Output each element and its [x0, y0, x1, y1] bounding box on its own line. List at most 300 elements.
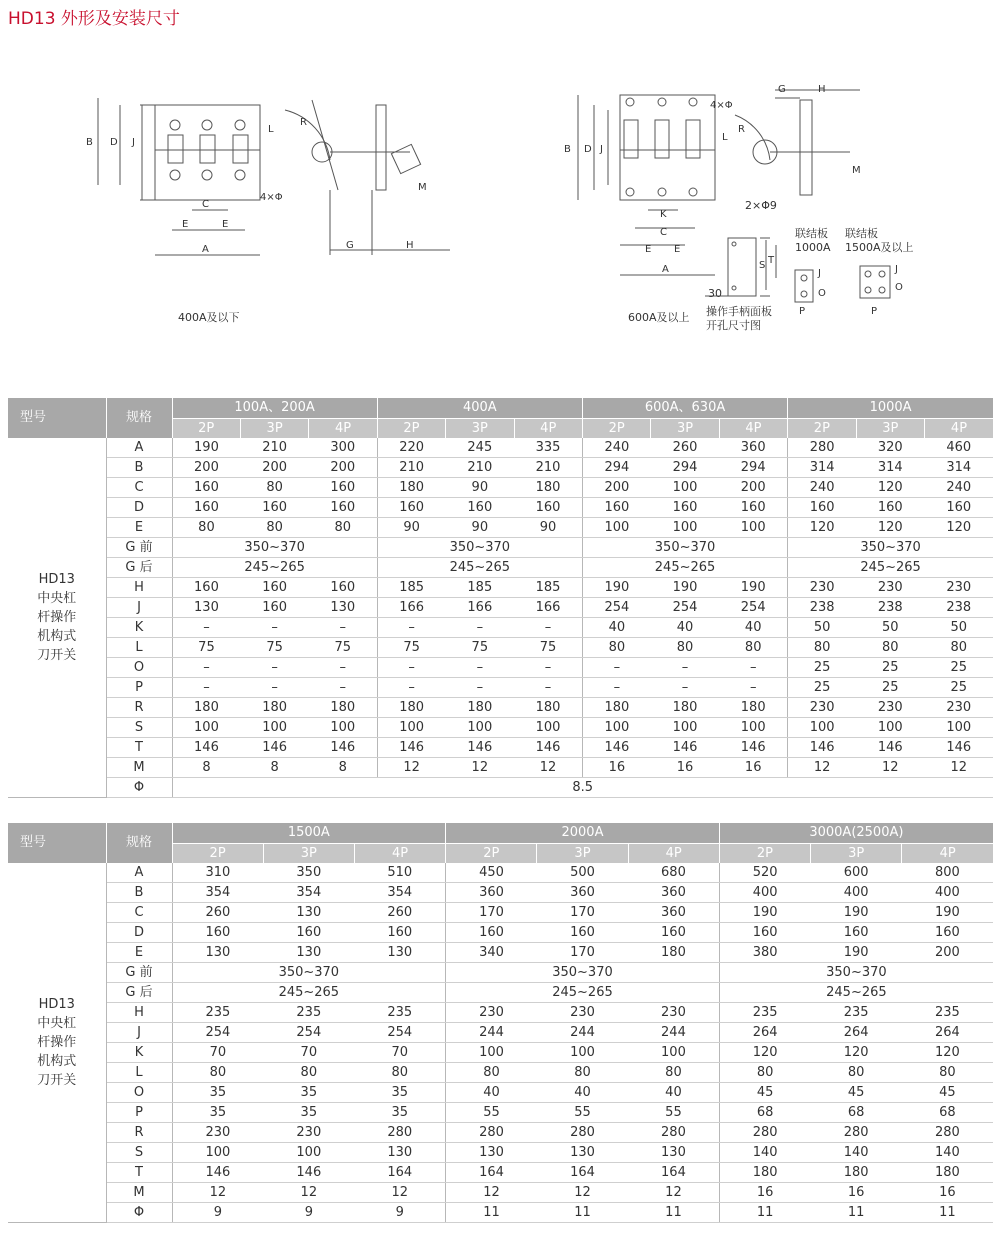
spec-table-2 — [8, 823, 993, 1223]
table-cell: 160 — [651, 498, 719, 518]
table-cell: 146 — [263, 1163, 354, 1183]
dim-30: 30 — [708, 287, 722, 300]
panel-caption-line1: 操作手柄面板 — [706, 305, 772, 318]
table-cell: 55 — [446, 1103, 537, 1123]
table-cell: 160 — [240, 578, 308, 598]
table-cell: 70 — [263, 1043, 354, 1063]
group-header: 2000A — [446, 823, 720, 843]
table-cell: 200 — [582, 478, 650, 498]
table-row — [8, 578, 993, 598]
table-cell: 12 — [446, 1183, 537, 1203]
model-name-line: 杆操作 — [37, 1035, 77, 1050]
table-cell: – — [309, 658, 377, 678]
table-cell: 130 — [172, 943, 263, 963]
table-cell: 100 — [582, 518, 650, 538]
pole-header: 3P — [811, 843, 902, 863]
table-row — [8, 678, 993, 698]
table-cell: 160 — [309, 478, 377, 498]
table-cell: 45 — [719, 1083, 810, 1103]
table-cell: 400 — [811, 883, 902, 903]
table-cell: 50 — [788, 618, 856, 638]
table-row — [8, 1043, 993, 1063]
svg-text:L: L — [722, 132, 728, 143]
table-cell: 164 — [537, 1163, 628, 1183]
table-cell: 140 — [811, 1143, 902, 1163]
svg-text:E: E — [674, 244, 681, 255]
table-cell: 244 — [446, 1023, 537, 1043]
table-cell: 12 — [172, 1183, 263, 1203]
table-cell-grouped: 245~265 — [172, 558, 377, 578]
model-name-line: 刀开关 — [37, 648, 77, 663]
table-cell: 210 — [377, 458, 445, 478]
pole-header: 4P — [719, 418, 787, 438]
table-cell: 314 — [856, 458, 924, 478]
drawing-600a-caption: 600A及以上 — [628, 311, 690, 324]
table-cell: 100 — [651, 518, 719, 538]
table-cell: 254 — [172, 1023, 263, 1043]
table-cell: 75 — [514, 638, 582, 658]
pole-header: 4P — [628, 843, 719, 863]
table-cell: 12 — [628, 1183, 719, 1203]
table-cell-grouped: 350~370 — [582, 538, 787, 558]
row-label: Φ — [106, 1203, 172, 1223]
table-cell: 180 — [240, 698, 308, 718]
table-cell: 160 — [628, 923, 719, 943]
pole-header: 3P — [651, 418, 719, 438]
svg-text:H: H — [818, 84, 826, 95]
row-label: G 前 — [106, 538, 172, 558]
table-cell: 12 — [856, 758, 924, 778]
table-cell: 16 — [651, 758, 719, 778]
table-cell: 140 — [902, 1143, 993, 1163]
table-cell: 320 — [856, 438, 924, 458]
table-row — [8, 598, 993, 618]
spec-table-1-body — [8, 438, 993, 798]
table-cell: 100 — [446, 1043, 537, 1063]
table-cell: 160 — [263, 923, 354, 943]
table-cell: 25 — [924, 678, 993, 698]
table-row — [8, 538, 993, 558]
table-cell: 350 — [263, 863, 354, 883]
row-label: B — [106, 458, 172, 478]
table-cell: 160 — [537, 923, 628, 943]
table-cell: 230 — [628, 1003, 719, 1023]
table-cell: 100 — [309, 718, 377, 738]
table-cell: 190 — [172, 438, 240, 458]
svg-text:4×Φ: 4×Φ — [710, 100, 733, 111]
table-cell: 130 — [309, 598, 377, 618]
model-name-line: 机构式 — [37, 1054, 77, 1069]
table-cell: 360 — [719, 438, 787, 458]
table-cell: 100 — [514, 718, 582, 738]
pole-header: 2P — [172, 418, 240, 438]
table-row — [8, 478, 993, 498]
table-cell: 146 — [719, 738, 787, 758]
svg-text:D: D — [110, 137, 118, 148]
row-label: M — [106, 758, 172, 778]
table-cell: 235 — [263, 1003, 354, 1023]
table-cell: – — [377, 658, 445, 678]
table-cell: 240 — [582, 438, 650, 458]
table-row — [8, 558, 993, 578]
table-cell: 146 — [924, 738, 993, 758]
table-cell: 80 — [902, 1063, 993, 1083]
table-cell: 230 — [924, 698, 993, 718]
table-cell-grouped: 245~265 — [582, 558, 787, 578]
table-cell: 25 — [856, 658, 924, 678]
table-cell: 70 — [172, 1043, 263, 1063]
pole-header: 4P — [514, 418, 582, 438]
table-cell: 160 — [811, 923, 902, 943]
table-cell: 120 — [856, 478, 924, 498]
table-cell: 800 — [902, 863, 993, 883]
svg-text:E: E — [645, 244, 652, 255]
table-cell: 180 — [719, 698, 787, 718]
row-label: O — [106, 1083, 172, 1103]
pole-header: 2P — [377, 418, 445, 438]
row-label: H — [106, 578, 172, 598]
table-cell: 75 — [172, 638, 240, 658]
table-cell: 12 — [537, 1183, 628, 1203]
table-cell-grouped: 350~370 — [788, 538, 993, 558]
table-cell: 180 — [582, 698, 650, 718]
table-cell: 146 — [377, 738, 445, 758]
table-cell: 130 — [446, 1143, 537, 1163]
svg-text:G: G — [778, 84, 786, 95]
table-cell: 70 — [354, 1043, 445, 1063]
model-name-line: 机构式 — [37, 629, 77, 644]
table-cell: – — [446, 618, 514, 638]
row-label: D — [106, 498, 172, 518]
table-cell: 146 — [582, 738, 650, 758]
svg-text:G: G — [346, 240, 354, 251]
svg-text:J: J — [132, 137, 135, 148]
table-cell: 146 — [172, 1163, 263, 1183]
table-cell: – — [240, 618, 308, 638]
table-cell: 25 — [788, 678, 856, 698]
table-cell: 460 — [924, 438, 993, 458]
table-cell: 80 — [537, 1063, 628, 1083]
col-spec-header: 规格 — [106, 823, 172, 863]
table-cell: 40 — [651, 618, 719, 638]
table-cell: 280 — [354, 1123, 445, 1143]
drawing-400a — [80, 80, 460, 265]
table-cell: 80 — [172, 518, 240, 538]
table-cell: 90 — [446, 478, 514, 498]
table-cell: 254 — [651, 598, 719, 618]
svg-text:E: E — [222, 219, 229, 230]
table-cell: – — [309, 678, 377, 698]
table-cell: 80 — [719, 638, 787, 658]
table-cell-grouped: 245~265 — [719, 983, 993, 1003]
table-cell: 120 — [719, 1043, 810, 1063]
table-cell: 200 — [172, 458, 240, 478]
table-cell: 230 — [788, 578, 856, 598]
table-cell: 300 — [309, 438, 377, 458]
table-cell: 50 — [924, 618, 993, 638]
table-cell: 35 — [172, 1103, 263, 1123]
table-cell: 235 — [172, 1003, 263, 1023]
table-cell: 380 — [719, 943, 810, 963]
table-cell: 190 — [582, 578, 650, 598]
table-row — [8, 658, 993, 678]
table-cell: 68 — [902, 1103, 993, 1123]
group-header: 100A、200A — [172, 398, 377, 418]
svg-text:4×Φ: 4×Φ — [260, 192, 283, 203]
table-cell: 75 — [377, 638, 445, 658]
table-cell: 9 — [354, 1203, 445, 1223]
table-cell: 360 — [628, 903, 719, 923]
row-label: S — [106, 718, 172, 738]
table-cell: 12 — [377, 758, 445, 778]
table-cell: 170 — [537, 943, 628, 963]
svg-text:H: H — [406, 240, 414, 251]
group-header: 1000A — [869, 400, 912, 416]
table-row — [8, 1083, 993, 1103]
table-cell: 310 — [172, 863, 263, 883]
table-cell: – — [582, 658, 650, 678]
table-cell: 210 — [446, 458, 514, 478]
model-name-line: 杆操作 — [37, 610, 77, 625]
table-cell-grouped: 350~370 — [172, 538, 377, 558]
table-cell: 16 — [902, 1183, 993, 1203]
table-cell: 35 — [263, 1103, 354, 1123]
table-cell: 294 — [582, 458, 650, 478]
hole-label: 2×Φ9 — [745, 199, 777, 212]
table-cell: 80 — [811, 1063, 902, 1083]
table-row — [8, 518, 993, 538]
table-cell: 80 — [651, 638, 719, 658]
table-row — [8, 1163, 993, 1183]
table-cell: 11 — [719, 1203, 810, 1223]
table-row — [8, 718, 993, 738]
svg-text:B: B — [564, 144, 571, 155]
group-header: 600A、630A — [582, 398, 787, 418]
table-cell: 314 — [924, 458, 993, 478]
row-label: J — [106, 1023, 172, 1043]
row-label: B — [106, 883, 172, 903]
table-row — [8, 923, 993, 943]
table-cell: 200 — [240, 458, 308, 478]
svg-text:M: M — [418, 182, 427, 193]
table-row — [8, 498, 993, 518]
model-name-line: HD13 — [38, 572, 75, 587]
table-cell: – — [377, 618, 445, 638]
table-cell: 120 — [856, 518, 924, 538]
table-cell: 146 — [172, 738, 240, 758]
table-cell: 11 — [811, 1203, 902, 1223]
spec-table-2-body — [8, 863, 993, 1223]
svg-text:D: D — [584, 144, 592, 155]
table-row — [8, 738, 993, 758]
row-label: A — [106, 863, 172, 883]
table-cell: 80 — [446, 1063, 537, 1083]
col-model-header: 型号 — [8, 823, 106, 863]
table-cell-grouped: 350~370 — [446, 963, 720, 983]
page-title: HD13 外形及安装尺寸 — [8, 9, 180, 29]
table-cell: – — [172, 678, 240, 698]
table-cell: 240 — [924, 478, 993, 498]
table-cell: 160 — [719, 923, 810, 943]
row-label: P — [106, 1103, 172, 1123]
row-label: G 前 — [106, 963, 172, 983]
table-cell: 130 — [263, 943, 354, 963]
table-cell: 238 — [788, 598, 856, 618]
table-cell: 264 — [719, 1023, 810, 1043]
table-cell: 8 — [240, 758, 308, 778]
row-label: A — [106, 438, 172, 458]
table-cell: 354 — [354, 883, 445, 903]
table-cell: 160 — [354, 923, 445, 943]
table-cell: 254 — [719, 598, 787, 618]
link-plate-1000-line1: 联结板 — [795, 227, 828, 240]
table-cell: 146 — [856, 738, 924, 758]
link-plate-1500-line1: 联结板 — [845, 227, 878, 240]
table-cell: 160 — [446, 923, 537, 943]
col-model-header: 型号 — [8, 398, 106, 438]
link-plate-1000-label — [795, 227, 831, 255]
table-cell: 190 — [719, 578, 787, 598]
row-label: L — [106, 1063, 172, 1083]
table-cell: 25 — [856, 678, 924, 698]
table-cell: 294 — [719, 458, 787, 478]
model-name-line: 中央杠 — [37, 591, 77, 606]
pole-header: 2P — [582, 418, 650, 438]
table-cell: 146 — [309, 738, 377, 758]
table-cell: 210 — [240, 438, 308, 458]
table-cell: 100 — [628, 1043, 719, 1063]
table-cell: – — [582, 678, 650, 698]
table-cell: 12 — [924, 758, 993, 778]
table-row — [8, 618, 993, 638]
table-cell: 11 — [628, 1203, 719, 1223]
model-name-line: 刀开关 — [37, 1073, 77, 1088]
table-cell: 166 — [377, 598, 445, 618]
table-cell: 235 — [902, 1003, 993, 1023]
table-cell: 100 — [240, 718, 308, 738]
table-cell: 160 — [240, 598, 308, 618]
svg-text:S: S — [759, 260, 766, 271]
table-cell: 8 — [309, 758, 377, 778]
table-cell: 238 — [856, 598, 924, 618]
table-row — [8, 1023, 993, 1043]
svg-text:C: C — [202, 199, 209, 210]
table-cell: 45 — [902, 1083, 993, 1103]
pole-header: 3P — [856, 418, 924, 438]
table-cell: 354 — [263, 883, 354, 903]
table-cell: 240 — [788, 478, 856, 498]
table-cell: 16 — [719, 1183, 810, 1203]
table-cell: 190 — [811, 943, 902, 963]
table-cell: 510 — [354, 863, 445, 883]
svg-text:B: B — [86, 137, 93, 148]
table-cell: 230 — [172, 1123, 263, 1143]
table-cell: 264 — [811, 1023, 902, 1043]
table-cell: 166 — [514, 598, 582, 618]
table-cell: 130 — [354, 1143, 445, 1163]
svg-text:A: A — [662, 264, 669, 275]
row-label: R — [106, 1123, 172, 1143]
spec-table-1 — [8, 398, 993, 798]
table-cell: 450 — [446, 863, 537, 883]
table-cell: 146 — [788, 738, 856, 758]
table-cell: 100 — [651, 718, 719, 738]
table-cell: 8 — [172, 758, 240, 778]
pole-header: 2P — [788, 418, 856, 438]
table-row — [8, 1183, 993, 1203]
row-label: G 后 — [106, 983, 172, 1003]
pole-header: 2P — [446, 843, 537, 863]
table-cell: 280 — [719, 1123, 810, 1143]
table-cell: 254 — [263, 1023, 354, 1043]
table-cell: 238 — [924, 598, 993, 618]
table-cell: – — [172, 658, 240, 678]
table-cell: 680 — [628, 863, 719, 883]
pole-header: 3P — [240, 418, 308, 438]
row-label: C — [106, 903, 172, 923]
table-row — [8, 638, 993, 658]
table-cell: 100 — [377, 718, 445, 738]
table-cell: 160 — [377, 498, 445, 518]
table-cell: 16 — [719, 758, 787, 778]
table-cell: 180 — [514, 698, 582, 718]
svg-text:J: J — [818, 268, 821, 279]
table-cell: 120 — [924, 518, 993, 538]
table-cell: 120 — [788, 518, 856, 538]
svg-text:E: E — [182, 219, 189, 230]
table-cell: 200 — [309, 458, 377, 478]
table-cell: 360 — [446, 883, 537, 903]
row-label: O — [106, 658, 172, 678]
table-cell: 190 — [811, 903, 902, 923]
table-cell: 100 — [856, 718, 924, 738]
table-cell: – — [309, 618, 377, 638]
pole-header: 2P — [172, 843, 263, 863]
table-cell: 11 — [446, 1203, 537, 1223]
table-cell: 235 — [811, 1003, 902, 1023]
table-cell: 146 — [240, 738, 308, 758]
table-cell: 180 — [719, 1163, 810, 1183]
pole-header: 4P — [924, 418, 993, 438]
table-cell: 164 — [628, 1163, 719, 1183]
table-row — [8, 1123, 993, 1143]
table-cell: 75 — [240, 638, 308, 658]
drawing-400a-caption: 400A及以下 — [178, 311, 240, 324]
table-cell: 166 — [446, 598, 514, 618]
table-cell: 40 — [537, 1083, 628, 1103]
table-cell: 280 — [788, 438, 856, 458]
table-row — [8, 863, 993, 883]
table-cell: 210 — [514, 458, 582, 478]
table-cell: 80 — [924, 638, 993, 658]
group-header: 1500A — [172, 823, 446, 843]
svg-text:P: P — [871, 306, 878, 317]
table-cell: 160 — [172, 498, 240, 518]
table-cell: 400 — [902, 883, 993, 903]
table-cell: 12 — [263, 1183, 354, 1203]
table-cell: 80 — [240, 518, 308, 538]
table-cell: 68 — [719, 1103, 810, 1123]
table-cell: 360 — [628, 883, 719, 903]
table-cell: 254 — [582, 598, 650, 618]
table-cell: 180 — [377, 478, 445, 498]
table-cell: 100 — [719, 718, 787, 738]
table-row — [8, 1143, 993, 1163]
table-cell: 245 — [446, 438, 514, 458]
table-cell: 146 — [446, 738, 514, 758]
table-cell: 360 — [537, 883, 628, 903]
table-cell: 40 — [446, 1083, 537, 1103]
